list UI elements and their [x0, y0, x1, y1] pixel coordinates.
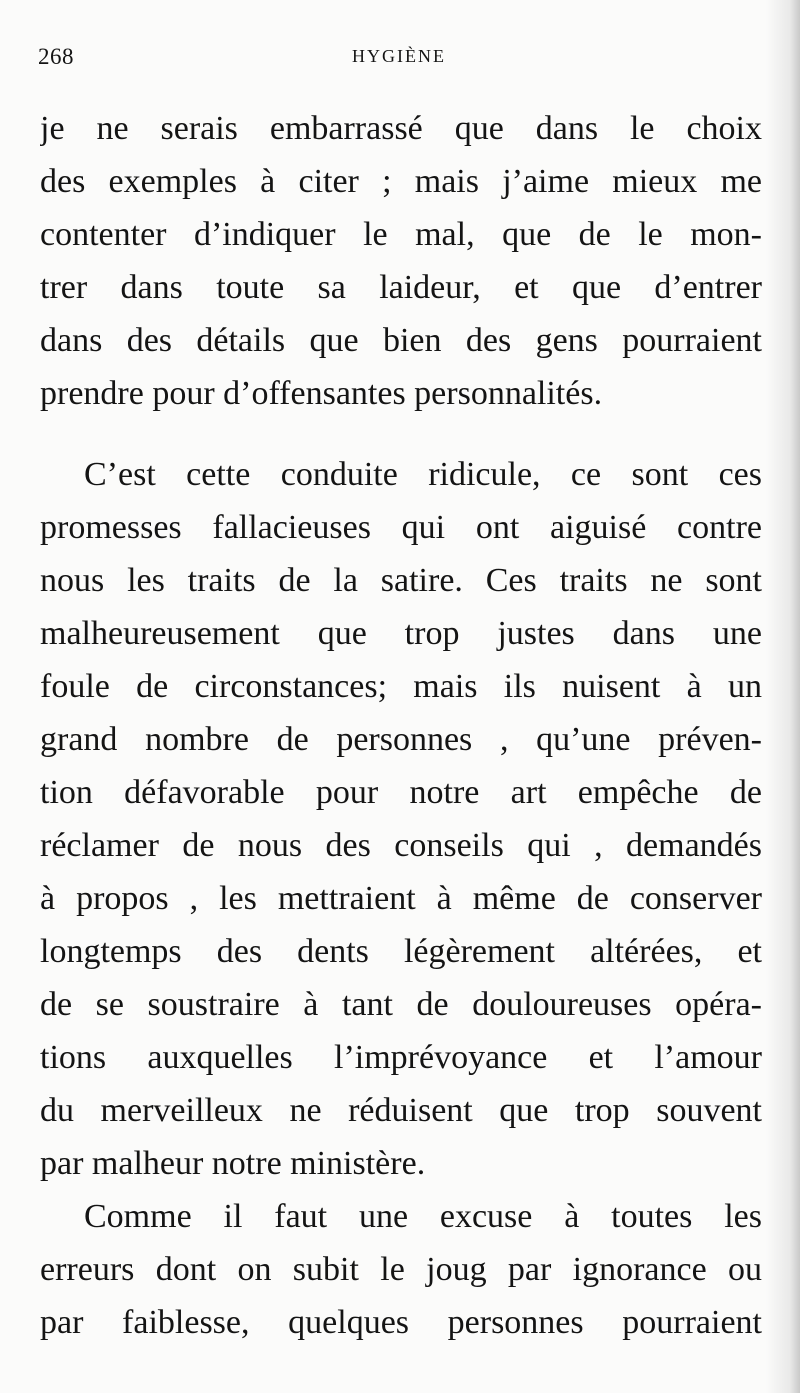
text-line: malheureusement que trop justes dans une — [40, 615, 762, 652]
text-line: C’est cette conduite ridicule, ce sont ces — [84, 456, 762, 493]
paragraph-gap — [40, 420, 762, 448]
text-line: du merveilleux ne réduisent que trop souvent — [40, 1092, 762, 1129]
text-line: je ne serais embarrassé que dans le choix — [40, 110, 762, 147]
text-line: contenter d’indiquer le mal, que de le mon- — [40, 216, 762, 253]
text-line: à propos , les mettraient à même de conserver — [40, 880, 762, 917]
text-line: des exemples à citer ; mais j’aime mieux me — [40, 163, 762, 200]
text-line: prendre pour d’offensantes personnalités. — [40, 375, 603, 412]
running-title: HYGIÈNE — [352, 46, 446, 66]
text-line: trer dans toute sa laideur, et que d’entrer — [40, 269, 762, 306]
text-line: dans des détails que bien des gens pourraient — [40, 322, 762, 359]
text-line: foule de circonstances; mais ils nuisent à un — [40, 668, 762, 705]
text-line: longtemps des dents légèrement altérées, et — [40, 933, 762, 970]
text-line: tion défavorable pour notre art empêche de — [40, 774, 762, 811]
body-text — [40, 102, 762, 1349]
text-line: de se soustraire à tant de douloureuses opéra- — [40, 986, 762, 1023]
paragraph — [40, 1190, 762, 1349]
text-line: par faiblesse, quelques personnes pourraient — [40, 1304, 762, 1341]
text-line: grand nombre de personnes , qu’une préven- — [40, 721, 762, 758]
text-line: Comme il faut une excuse à toutes les — [84, 1198, 762, 1235]
paragraph — [40, 448, 762, 1190]
text-line: nous les traits de la satire. Ces traits ne sont — [40, 562, 762, 599]
paragraph — [40, 102, 762, 420]
text-line: erreurs dont on subit le joug par ignorance ou — [40, 1251, 762, 1288]
page-edge-shadow — [766, 0, 800, 1393]
text-line: par malheur notre ministère. — [40, 1145, 426, 1182]
page-number: 268 — [38, 44, 74, 69]
text-line: promesses fallacieuses qui ont aiguisé contre — [40, 509, 762, 546]
text-line: réclamer de nous des conseils qui , demandés — [40, 827, 762, 864]
running-head — [38, 44, 760, 74]
text-line: tions auxquelles l’imprévoyance et l’amour — [40, 1039, 762, 1076]
